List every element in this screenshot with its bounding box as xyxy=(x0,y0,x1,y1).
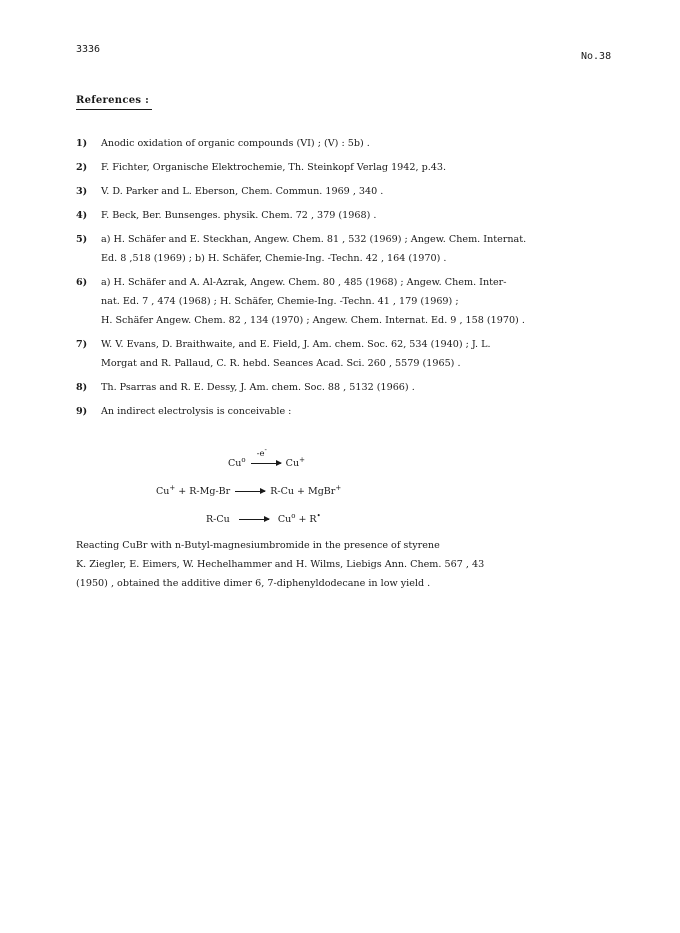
reference-number: 7) xyxy=(76,339,88,350)
reference-text: F. Fichter, Organische Elektrochemie, Th. Steinkopf Verlag 1942, p.43. xyxy=(101,162,447,173)
reference-text: Th. Psarras and R. E. Dessy, J. Am. chem. Soc. 88 , 5132 (1966) . xyxy=(101,382,415,393)
reference-item xyxy=(76,182,616,201)
reference-text: Morgat and R. Pallaud, C. R. hebd. Seances Acad. Sci. 260 , 5579 (1965) . xyxy=(101,358,461,369)
reference-text: nat. Ed. 7 , 474 (1968) ; H. Schäfer, Chemie-Ing. -Techn. 41 , 179 (1969) ; xyxy=(101,296,459,307)
superscript: + xyxy=(335,484,342,492)
equation-term: Cu xyxy=(285,458,300,470)
equation-term: R-Cu + MgBr xyxy=(270,486,336,498)
equation-term: Cu xyxy=(156,486,170,498)
superscript: + xyxy=(299,456,305,464)
reference-number: 4) xyxy=(76,210,88,221)
arrow-label: -e- xyxy=(256,446,267,459)
reference-item xyxy=(76,273,616,330)
reference-list xyxy=(76,134,616,426)
reference-text: a) H. Schäfer and E. Steckhan, Angew. Chem. 81 , 532 (1969) ; Angew. Chem. Internat. xyxy=(101,234,527,245)
reference-text: F. Beck, Ber. Bunsenges. physik. Chem. 72 , 379 (1968) . xyxy=(101,210,377,221)
section-title: References : xyxy=(76,95,150,106)
reference-text: Anodic oxidation of organic compounds (VI) ; (V) : 5b) . xyxy=(101,138,370,149)
equation-term: + R-Mg-Br xyxy=(178,486,231,498)
note-line: (1950) , obtained the additive dimer 6, 7-diphenyldodecane in low yield . xyxy=(76,578,431,589)
reference-item xyxy=(76,206,616,225)
reference-item xyxy=(76,134,616,153)
reference-number: 3) xyxy=(76,186,88,197)
section-title-underline xyxy=(76,109,152,110)
reaction-arrow xyxy=(235,491,265,492)
reference-item xyxy=(76,158,616,177)
reference-item xyxy=(76,402,616,421)
reference-number: 1) xyxy=(76,138,88,149)
reference-text: W. V. Evans, D. Braithwaite, and E. Field, J. Am. chem. Soc. 62, 534 (1940) ; J. L. xyxy=(101,339,491,350)
note-line: K. Ziegler, E. Eimers, W. Hechelhammer and H. Wilms, Liebigs Ann. Chem. 567 , 43 xyxy=(76,559,485,570)
reference-item xyxy=(76,335,616,373)
equation-term: + R xyxy=(298,514,317,526)
reference-text: An indirect electrolysis is conceivable : xyxy=(101,406,292,417)
superscript: o xyxy=(291,512,296,520)
reference-number: 6) xyxy=(76,277,88,288)
reaction-arrow xyxy=(251,463,281,464)
equation-oxidation xyxy=(228,446,305,470)
equation-term: R-Cu xyxy=(206,514,230,526)
reference-text: V. D. Parker and L. Eberson, Chem. Commun. 1969 , 340 . xyxy=(101,186,384,197)
reference-note xyxy=(76,536,636,593)
journal-issue: No.38 xyxy=(581,51,612,62)
note-line: Reacting CuBr with n-Butyl-magnesiumbromide in the presence of styrene xyxy=(76,540,440,551)
reference-number: 2) xyxy=(76,162,88,173)
reference-item xyxy=(76,230,616,268)
equation-transmetalation xyxy=(156,484,341,497)
superscript: o xyxy=(241,456,246,464)
reaction-arrow xyxy=(239,519,269,520)
reference-text: H. Schäfer Angew. Chem. 82 , 134 (1970) ; Angew. Chem. Internat. Ed. 9 , 158 (1970) . xyxy=(101,315,525,326)
reference-item xyxy=(76,378,616,397)
equation-term: Cu xyxy=(228,458,242,470)
reference-number: 9) xyxy=(76,406,88,417)
page-number: 3336 xyxy=(76,44,101,55)
reference-text: Ed. 8 ,518 (1969) ; b) H. Schäfer, Chemie-Ing. -Techn. 42 , 164 (1970) . xyxy=(101,253,447,264)
superscript: + xyxy=(169,484,176,492)
equation-term: Cu xyxy=(277,514,292,526)
equation-decomposition xyxy=(206,512,321,525)
reference-number: 8) xyxy=(76,382,88,393)
reference-number: 5) xyxy=(76,234,88,245)
superscript: • xyxy=(316,512,321,520)
reference-text: a) H. Schäfer and A. Al-Azrak, Angew. Chem. 80 , 485 (1968) ; Angew. Chem. Inter- xyxy=(101,277,507,288)
